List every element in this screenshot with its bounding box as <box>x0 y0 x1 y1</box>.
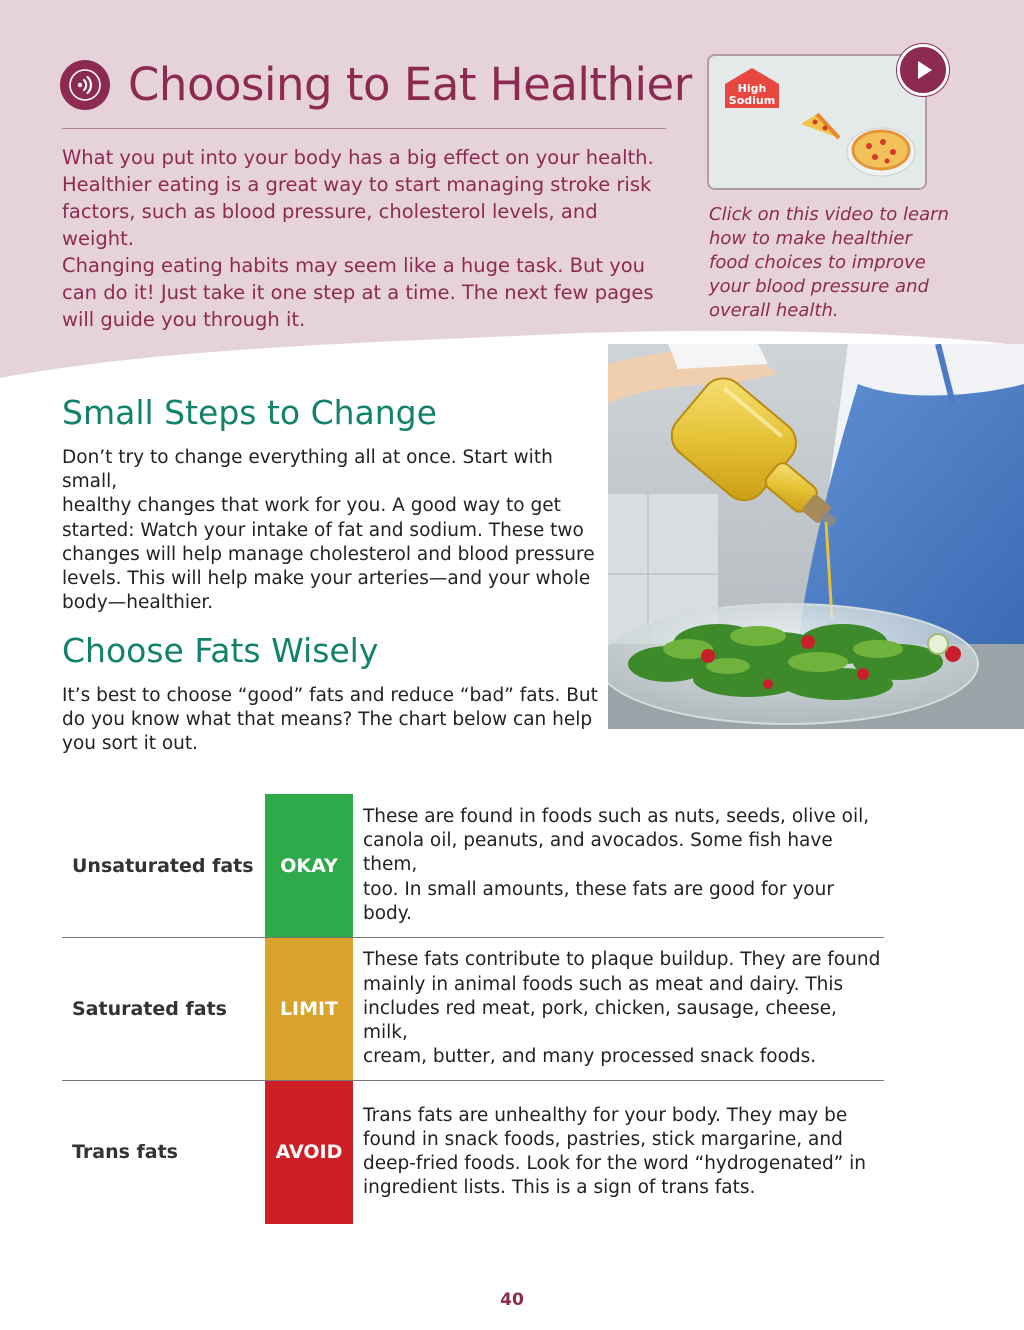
small-steps-paragraph <box>62 446 602 615</box>
status-badge-okay: OKAY <box>265 794 353 937</box>
description-line: too. In small amounts, these fats are good for your body. <box>363 878 834 924</box>
intro-line: What you put into your body has a big effect on your health. <box>62 146 654 169</box>
play-button[interactable] <box>897 44 949 96</box>
table-row <box>62 794 884 937</box>
section-heading-choose-fats: Choose Fats Wisely <box>62 631 379 670</box>
paragraph-line: you sort it out. <box>62 733 199 755</box>
description-line: cream, butter, and many processed snack foods. <box>363 1046 817 1068</box>
sign-text-line2: Sodium <box>728 94 776 107</box>
paragraph-line: It’s best to choose “good” fats and reduce “bad” fats. But <box>62 685 598 706</box>
description-line: ingredient lists. This is a sign of trans fats. <box>363 1177 756 1199</box>
olive-oil-salad-photo <box>608 344 1024 729</box>
intro-paragraph <box>62 144 672 333</box>
status-badge-limit: LIMIT <box>265 938 353 1081</box>
description-line: found in snack foods, pastries, stick margarine, and <box>363 1128 843 1150</box>
caption-line: how to make healthier <box>709 228 912 249</box>
intro-line: factors, such as blood pressure, cholesterol levels, and weight. <box>62 200 598 250</box>
paragraph-line: started: Watch your intake of fat and sodium. These two <box>62 519 584 541</box>
paragraph-line: changes will help manage cholesterol and blood pressure <box>62 543 595 565</box>
description-line: mainly in animal foods such as meat and dairy. This <box>363 973 844 995</box>
fat-description <box>353 948 884 1069</box>
choose-fats-paragraph <box>62 684 602 757</box>
caption-line: Click on this video to learn <box>709 204 949 225</box>
video-caption <box>709 203 959 323</box>
pizza-icon <box>847 128 915 176</box>
table-row <box>62 937 884 1080</box>
fat-description <box>353 1104 884 1201</box>
caption-line: food choices to improve <box>709 252 926 273</box>
page-number: 40 <box>500 1290 524 1310</box>
paragraph-line: Don’t try to change everything all at once. Start with small, <box>62 447 553 493</box>
description-line: deep-fried foods. Look for the word “hydrogenated” in <box>363 1153 867 1174</box>
audio-icon[interactable] <box>60 60 110 110</box>
paragraph-line: healthy changes that work for you. A good way to get <box>62 495 561 517</box>
paragraph-line: do you know what that means? The chart below can help <box>62 709 593 731</box>
play-icon <box>910 57 936 83</box>
table-row <box>62 1080 884 1223</box>
video-thumbnail[interactable] <box>707 54 927 190</box>
title-row <box>60 58 692 112</box>
description-line: canola oil, peanuts, and avocados. Some fish have them, <box>363 830 833 876</box>
intro-line: will guide you through it. <box>62 308 306 331</box>
page-title: Choosing to Eat Healthier <box>128 58 692 111</box>
paragraph-line: body—healthier. <box>62 592 214 614</box>
caption-line: your blood pressure and <box>709 276 929 297</box>
fat-name: Trans fats <box>72 1141 178 1163</box>
description-line: These are found in foods such as nuts, seeds, olive oil, <box>363 805 870 827</box>
status-badge-avoid: AVOID <box>265 1081 353 1224</box>
description-line: Trans fats are unhealthy for your body. They may be <box>363 1104 848 1126</box>
fat-name: Saturated fats <box>72 998 227 1020</box>
intro-line: Healthier eating is a great way to start managing stroke risk <box>62 173 652 196</box>
description-line: These fats contribute to plaque buildup. They are found <box>363 949 881 971</box>
video-preview-illustration <box>709 56 925 188</box>
caption-line: overall health. <box>709 300 839 321</box>
fat-types-table <box>62 794 884 1223</box>
section-heading-small-steps: Small Steps to Change <box>62 393 437 432</box>
description-line: includes red meat, pork, chicken, sausage, cheese, milk, <box>363 997 837 1044</box>
intro-line: Changing eating habits may seem like a huge task. But you <box>62 254 646 277</box>
intro-line: can do it! Just take it one step at a time. The next few pages <box>62 281 654 304</box>
sign-text-line1: High <box>737 82 767 95</box>
fat-description <box>353 805 884 926</box>
title-divider <box>62 128 666 129</box>
fat-name: Unsaturated fats <box>72 854 254 877</box>
paragraph-line: levels. This will help make your arteries—and your whole <box>62 568 591 590</box>
